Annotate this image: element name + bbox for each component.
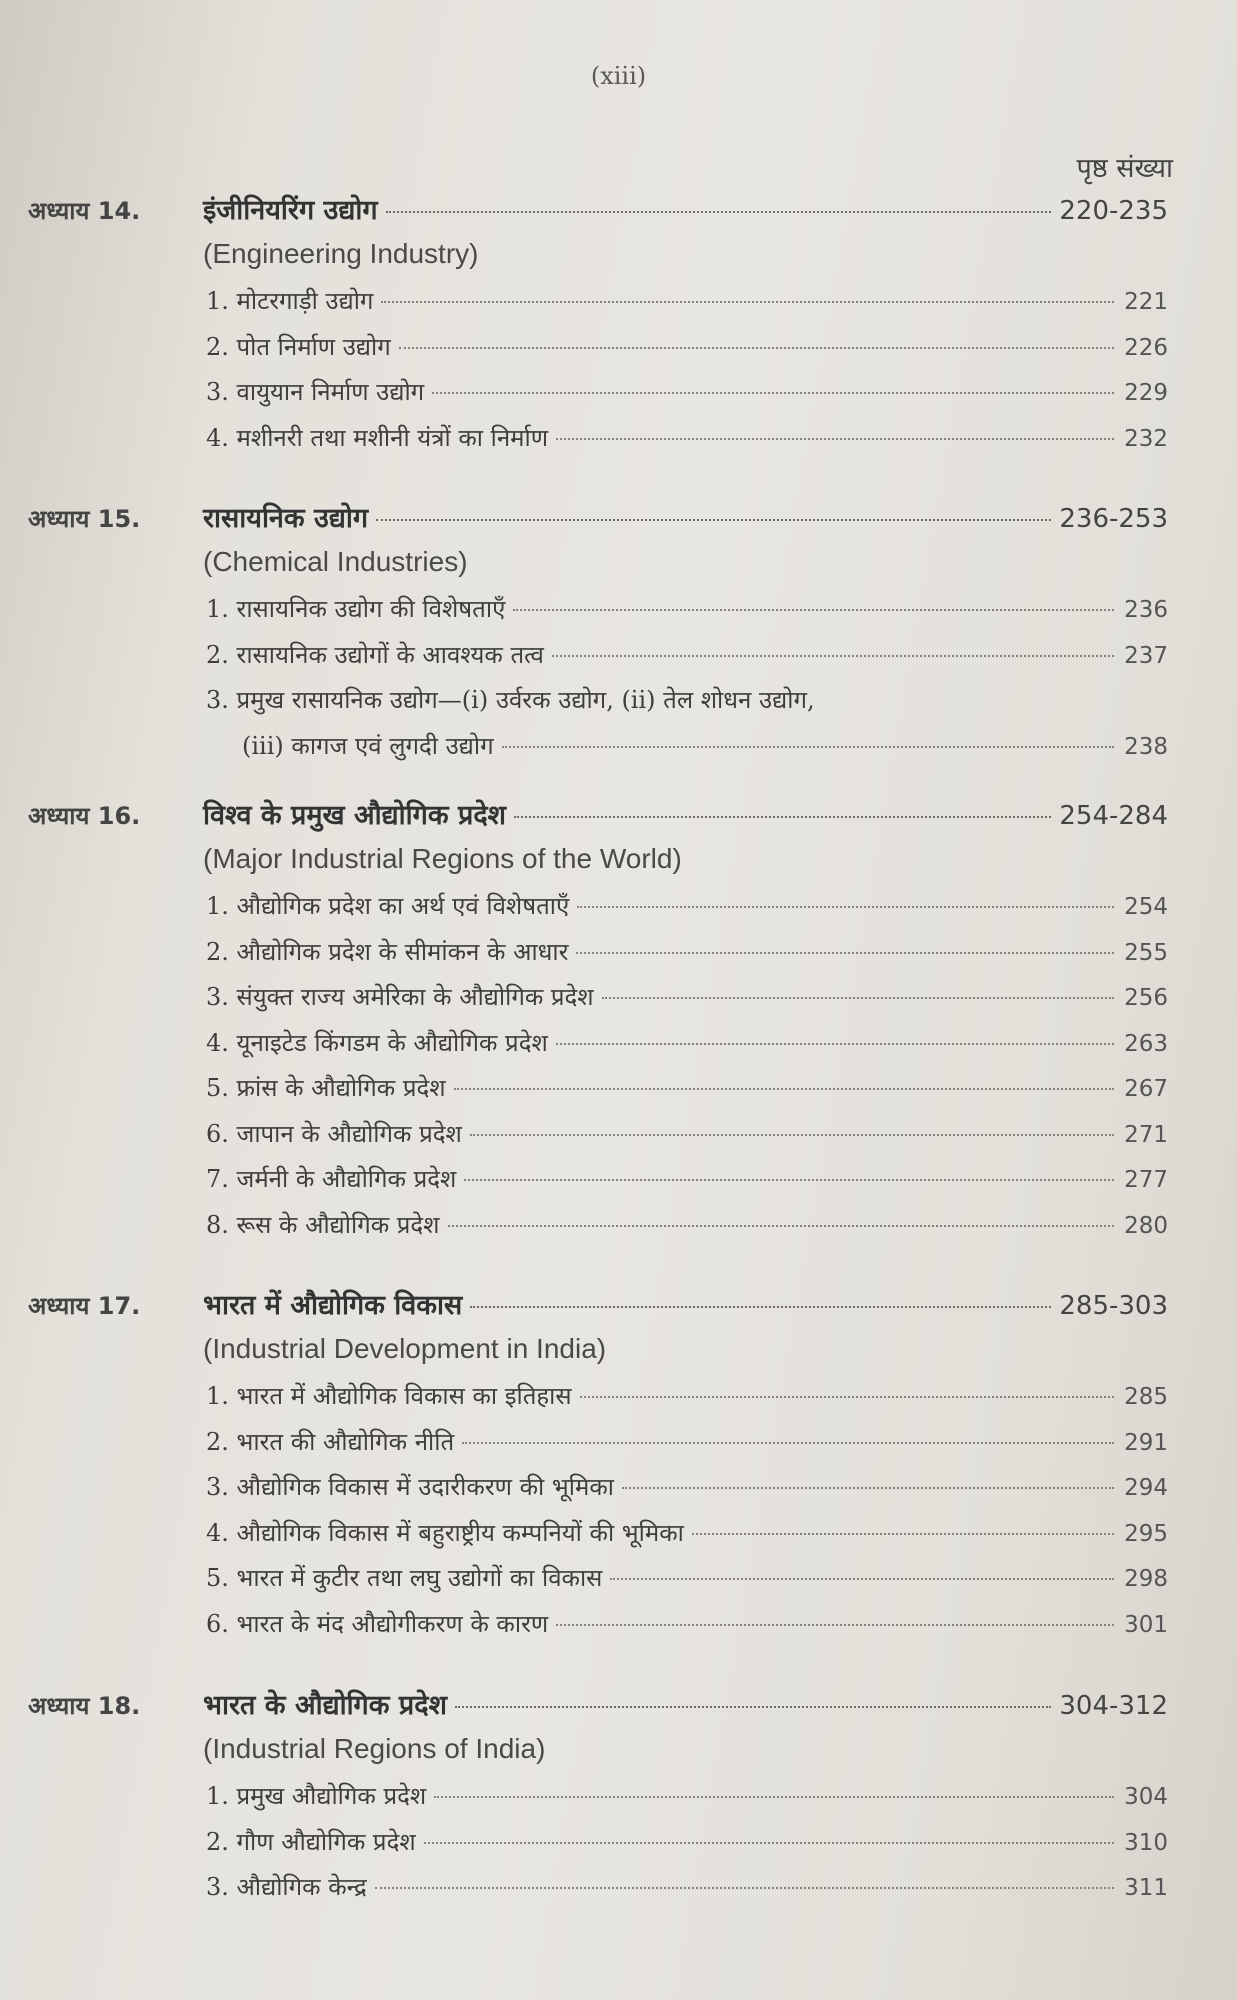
chapter-label: अध्याय 18. <box>28 1692 141 1720</box>
dot-leader <box>692 1532 1114 1535</box>
chapter-page-range: 220-235 <box>1059 196 1168 226</box>
item-page: 291 <box>1124 1429 1168 1456</box>
dot-leader <box>622 1486 1114 1489</box>
dot-leader <box>556 1623 1114 1626</box>
chapter-label: अध्याय 16. <box>28 802 141 830</box>
toc-item <box>206 729 1168 775</box>
chapter-english-title: (Major Industrial Regions of the World) <box>203 843 682 874</box>
item-text: 6. जापान के औद्योगिक प्रदेश <box>206 1119 462 1148</box>
chapter-heading <box>28 1685 1168 1733</box>
dot-leader <box>576 951 1114 954</box>
dot-leader <box>556 437 1114 440</box>
chapter-english-title: (Industrial Regions of India) <box>203 1733 546 1764</box>
dot-leader <box>580 1395 1114 1398</box>
toc-item <box>206 1779 1168 1825</box>
dot-leader <box>514 815 1051 818</box>
item-page: 277 <box>1124 1167 1168 1193</box>
item-page: 232 <box>1124 425 1168 452</box>
chapter-17 <box>28 1285 1168 1652</box>
item-text: 8. रूस के औद्योगिक प्रदेश <box>206 1210 440 1239</box>
item-text: 1. भारत में औद्योगिक विकास का इतिहास <box>206 1382 572 1410</box>
page-column-label: पृष्ठ संख्या <box>1076 153 1173 184</box>
toc-item <box>206 1470 1168 1516</box>
dot-leader <box>454 1087 1114 1090</box>
toc-item <box>206 1425 1168 1471</box>
chapter-heading <box>28 190 1168 238</box>
item-page: 271 <box>1124 1121 1168 1148</box>
item-text: 5. फ्रांस के औद्योगिक प्रदेश <box>206 1074 446 1102</box>
chapter-english-title: (Chemical Industries) <box>203 546 468 577</box>
dot-leader <box>577 905 1114 908</box>
toc-item <box>206 284 1168 330</box>
chapter-title: रासायनिक उद्योग <box>203 503 369 534</box>
chapter-page-range: 285-303 <box>1059 1291 1168 1321</box>
item-page: 294 <box>1124 1475 1168 1501</box>
dot-leader <box>464 1178 1114 1181</box>
dot-leader <box>470 1305 1051 1308</box>
chapter-english-title: (Engineering Industry) <box>203 238 479 269</box>
chapter-page-range: 254-284 <box>1059 801 1168 831</box>
item-page: 280 <box>1124 1212 1168 1239</box>
chapter-items <box>206 1779 1168 1916</box>
toc-item <box>206 1208 1168 1254</box>
toc-item <box>206 1026 1168 1072</box>
dot-leader <box>513 608 1114 611</box>
dot-leader <box>448 1224 1115 1227</box>
chapter-14 <box>28 190 1168 466</box>
toc-item <box>206 1379 1168 1425</box>
item-text: 3. प्रमुख रासायनिक उद्योग—(i) उर्वरक उद्योग, (ii) तेल शोधन उद्योग, <box>206 686 815 714</box>
dot-leader <box>602 996 1114 999</box>
item-text: 1. प्रमुख औद्योगिक प्रदेश <box>206 1782 427 1810</box>
item-text: 4. यूनाइटेड किंगडम के औद्योगिक प्रदेश <box>206 1028 548 1057</box>
item-page: 236 <box>1124 597 1168 623</box>
item-text: 1. औद्योगिक प्रदेश का अर्थ एवं विशेषताएँ <box>206 892 570 920</box>
item-text: 1. मोटरगाड़ी उद्योग <box>206 287 374 315</box>
toc-item <box>206 1607 1168 1653</box>
dot-leader <box>556 1042 1114 1045</box>
item-page: 263 <box>1124 1030 1168 1057</box>
item-text: 6. भारत के मंद औद्योगीकरण के कारण <box>206 1609 549 1638</box>
toc-item <box>206 1561 1168 1607</box>
toc-item <box>206 1870 1168 1916</box>
item-page: 295 <box>1124 1520 1168 1547</box>
dot-leader <box>381 300 1114 303</box>
dot-leader <box>375 1886 1114 1889</box>
dot-leader <box>376 518 1051 521</box>
toc-item <box>206 683 1168 729</box>
toc-item <box>206 980 1168 1026</box>
toc-item <box>206 421 1168 467</box>
item-text: 3. औद्योगिक केन्द्र <box>206 1873 367 1901</box>
item-page: 255 <box>1124 939 1168 966</box>
chapter-label: अध्याय 15. <box>28 505 141 533</box>
chapter-title: भारत में औद्योगिक विकास <box>203 1290 463 1321</box>
item-text: 4. मशीनरी तथा मशीनी यंत्रों का निर्माण <box>206 423 549 452</box>
item-text: 2. औद्योगिक प्रदेश के सीमांकन के आधार <box>206 937 569 966</box>
item-text: 3. वायुयान निर्माण उद्योग <box>206 378 425 406</box>
toc-item <box>206 592 1168 638</box>
dot-leader <box>424 1841 1114 1844</box>
item-text: (iii) कागज एवं लुगदी उद्योग <box>242 731 494 760</box>
item-page: 298 <box>1124 1566 1168 1592</box>
toc-item <box>206 638 1168 684</box>
chapter-title: विश्व के प्रमुख औद्योगिक प्रदेश <box>203 800 507 831</box>
item-page: 221 <box>1124 289 1168 315</box>
dot-leader <box>432 391 1114 394</box>
chapter-page-range: 304-312 <box>1059 1691 1168 1721</box>
dot-leader <box>470 1133 1114 1136</box>
chapter-items <box>206 592 1168 774</box>
item-page: 229 <box>1124 380 1168 406</box>
chapter-title: इंजीनियरिंग उद्योग <box>203 195 378 226</box>
chapter-heading <box>28 1285 1168 1333</box>
item-page: 267 <box>1124 1076 1168 1102</box>
dot-leader <box>455 1705 1051 1708</box>
dot-leader <box>502 745 1114 748</box>
item-page: 237 <box>1124 642 1168 669</box>
toc-item <box>206 1825 1168 1871</box>
item-text: 3. औद्योगिक विकास में उदारीकरण की भूमिका <box>206 1473 614 1501</box>
chapter-15 <box>28 498 1168 774</box>
item-page: 311 <box>1124 1875 1168 1901</box>
toc-item <box>206 1117 1168 1163</box>
item-page: 301 <box>1124 1611 1168 1638</box>
item-text: 5. भारत में कुटीर तथा लघु उद्योगों का विकास <box>206 1564 603 1592</box>
chapter-18 <box>28 1685 1168 1916</box>
chapter-page-range: 236-253 <box>1059 504 1168 534</box>
item-text: 2. रासायनिक उद्योगों के आवश्यक तत्व <box>206 640 544 669</box>
toc-item <box>206 1516 1168 1562</box>
chapter-label: अध्याय 14. <box>28 197 141 225</box>
dot-leader <box>552 654 1114 657</box>
dot-leader <box>610 1577 1114 1580</box>
item-text: 4. औद्योगिक विकास में बहुराष्ट्रीय कम्पनियों की भूमिका <box>206 1518 684 1547</box>
item-page: 238 <box>1124 733 1168 760</box>
item-page: 254 <box>1124 894 1168 920</box>
item-text: 3. संयुक्त राज्य अमेरिका के औद्योगिक प्रदेश <box>206 983 594 1011</box>
dot-leader <box>434 1795 1114 1798</box>
chapter-title: भारत के औद्योगिक प्रदेश <box>203 1690 447 1721</box>
item-text: 2. पोत निर्माण उद्योग <box>206 332 391 361</box>
toc-item <box>206 935 1168 981</box>
page-number: (xiii) <box>590 62 647 90</box>
item-page: 226 <box>1124 334 1168 361</box>
item-page: 285 <box>1124 1384 1168 1410</box>
item-page: 304 <box>1124 1784 1168 1810</box>
chapter-items <box>206 1379 1168 1652</box>
chapter-items <box>206 889 1168 1253</box>
chapter-english-title: (Industrial Development in India) <box>203 1333 607 1364</box>
chapter-heading <box>28 795 1168 843</box>
item-page: 310 <box>1124 1829 1168 1856</box>
toc-item <box>206 330 1168 376</box>
item-page: 256 <box>1124 985 1168 1011</box>
chapter-16 <box>28 795 1168 1253</box>
dot-leader <box>386 210 1052 213</box>
dot-leader <box>399 346 1114 349</box>
toc-item <box>206 1162 1168 1208</box>
item-text: 2. भारत की औद्योगिक नीति <box>206 1427 455 1456</box>
chapter-items <box>206 284 1168 466</box>
toc-item <box>206 375 1168 421</box>
dot-leader <box>462 1441 1114 1444</box>
item-text: 2. गौण औद्योगिक प्रदेश <box>206 1827 416 1856</box>
toc-item <box>206 889 1168 935</box>
item-text: 1. रासायनिक उद्योग की विशेषताएँ <box>206 595 506 623</box>
chapter-label: अध्याय 17. <box>28 1292 141 1320</box>
toc-item <box>206 1071 1168 1117</box>
chapter-heading <box>28 498 1168 546</box>
item-text: 7. जर्मनी के औद्योगिक प्रदेश <box>206 1165 457 1193</box>
